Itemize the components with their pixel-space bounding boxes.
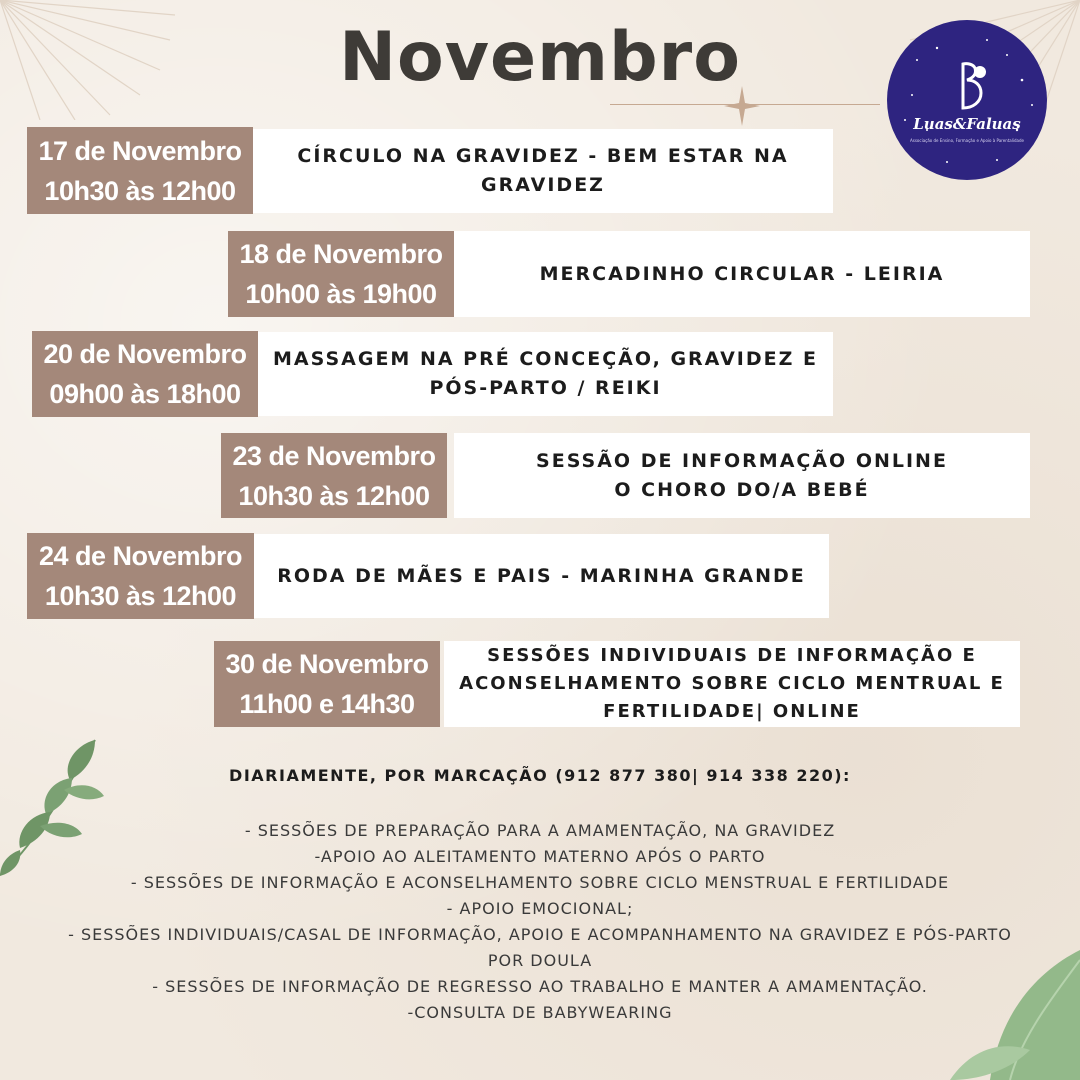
event-title-line: MASSAGEM NA PRÉ CONCEÇÃO, GRAVIDEZ E xyxy=(273,348,818,370)
event-date-box xyxy=(214,641,440,727)
event-date-box xyxy=(27,127,253,214)
event-date-box xyxy=(32,331,258,417)
page-title: Novembro xyxy=(339,18,741,97)
daily-services-list xyxy=(0,818,1080,1026)
event-title-line: ACONSELHAMENTO SOBRE CICLO MENTRUAL E xyxy=(459,673,1005,694)
logo-name: Luas&Faluas xyxy=(913,115,1021,133)
event-time: 10h30 às 12h00 xyxy=(44,581,237,611)
event-date: 18 de Novembro xyxy=(239,239,443,269)
event-date-box xyxy=(221,433,447,518)
event-date: 24 de Novembro xyxy=(38,541,243,571)
logo-emblem-icon xyxy=(887,20,1047,180)
event-title-line: MERCADINHO CIRCULAR - LEIRIA xyxy=(539,262,945,285)
event-title-line: SESSÕES INDIVIDUAIS DE INFORMAÇÃO E xyxy=(487,645,977,666)
leaf-branch-icon xyxy=(0,730,110,890)
sparkle-icon xyxy=(724,86,760,126)
event-time: 11h00 e 14h30 xyxy=(239,689,415,719)
leaf-icon xyxy=(930,940,1080,1080)
event-date: 23 de Novembro xyxy=(232,440,436,471)
list-item: - SESSÕES DE INFORMAÇÃO DE REGRESSO AO TRABALHO E MANTER A AMAMENTAÇÃO. xyxy=(152,977,928,996)
list-item: - SESSÕES DE INFORMAÇÃO E ACONSELHAMENTO SOBRE CICLO MENSTRUAL E FERTILIDADE xyxy=(130,873,950,892)
event-time: 10h30 às 12h00 xyxy=(44,175,236,206)
event-date-box xyxy=(27,533,254,619)
luas-faluas-logo xyxy=(887,20,1047,180)
event-title-box xyxy=(254,534,829,618)
event-title-line: CÍRCULO NA GRAVIDEZ - BEM ESTAR NA xyxy=(297,145,789,167)
event-date: 30 de Novembro xyxy=(225,649,429,679)
logo-tagline: Associação de Ensino, Formação e Apoio à Parentalidade xyxy=(910,138,1024,143)
event-title-box xyxy=(444,641,1020,727)
list-item: - SESSÕES DE PREPARAÇÃO PARA A AMAMENTAÇÃO, NA GRAVIDEZ xyxy=(244,821,836,840)
list-item: - SESSÕES INDIVIDUAIS/CASAL DE INFORMAÇÃO, APOIO E ACOMPANHAMENTO NA GRAVIDEZ E PÓS-PARTO xyxy=(68,925,1012,944)
list-item: -APOIO AO ALEITAMENTO MATERNO APÓS O PARTO xyxy=(314,847,766,866)
event-time: 09h00 às 18h00 xyxy=(49,379,241,409)
event-date: 20 de Novembro xyxy=(43,339,247,369)
daily-heading: DIARIAMENTE, POR MARCAÇÃO (912 877 380| 914 338 220): xyxy=(229,766,851,785)
list-item: - APOIO EMOCIONAL; xyxy=(446,899,634,918)
event-title-box xyxy=(253,129,833,213)
event-title-line: FERTILIDADE| ONLINE xyxy=(603,701,861,722)
event-title-box xyxy=(454,433,1030,518)
event-date: 17 de Novembro xyxy=(38,135,242,166)
event-title-line: SESSÃO DE INFORMAÇÃO ONLINE xyxy=(536,449,948,472)
event-date-box xyxy=(228,231,454,317)
list-item: -CONSULTA DE BABYWEARING xyxy=(407,1003,673,1022)
event-title-box xyxy=(454,231,1030,317)
event-title-line: RODA DE MÃES E PAIS - MARINHA GRANDE xyxy=(277,564,806,587)
event-title-line: PÓS-PARTO / REIKI xyxy=(429,377,662,399)
event-title-line: GRAVIDEZ xyxy=(481,174,605,196)
event-time: 10h00 às 19h00 xyxy=(245,279,437,309)
event-title-box xyxy=(258,332,833,416)
list-item: POR DOULA xyxy=(487,951,593,970)
event-title-line: O CHORO DO/A BEBÉ xyxy=(614,478,870,501)
event-time: 10h30 às 12h00 xyxy=(238,480,430,511)
